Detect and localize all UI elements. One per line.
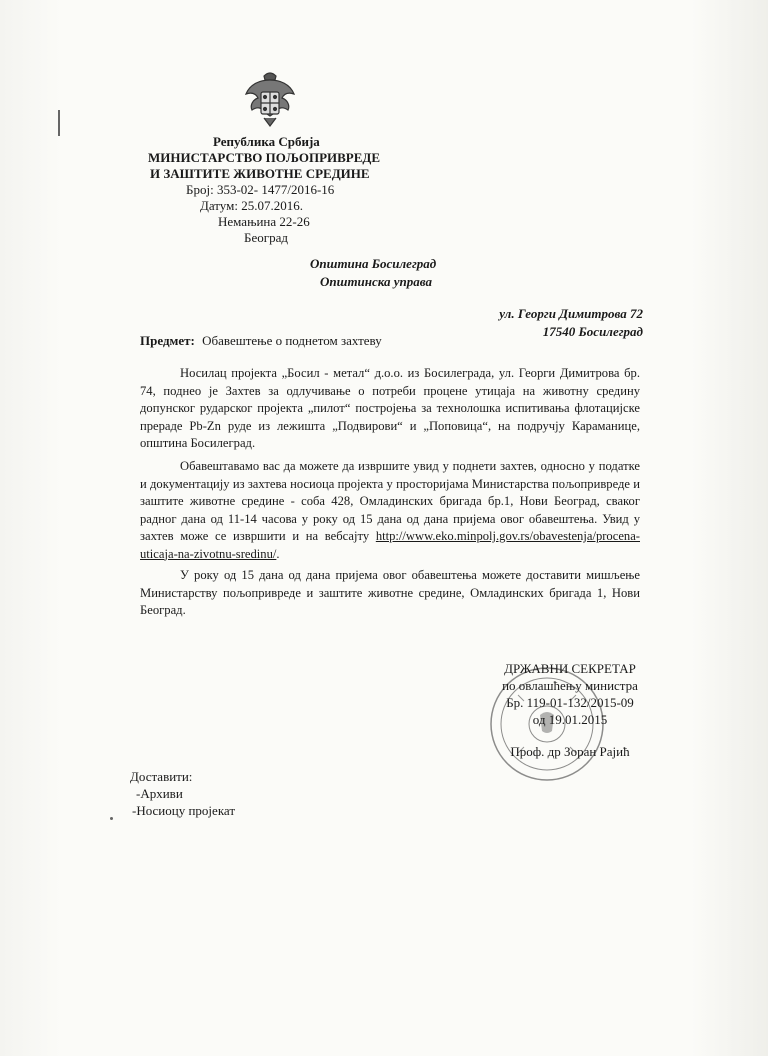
subject-text: Обавештење о поднетом захтеву (202, 333, 382, 348)
signature-date: од 19.01.2015 (532, 712, 608, 727)
recipient-line1: Општина Босилеград (310, 256, 437, 271)
document-number: Број: 353-02- 1477/2016-16 (186, 182, 335, 197)
sender-street: Немањина 22-26 (218, 214, 310, 229)
delivery-list (130, 768, 235, 819)
signature-block (490, 660, 650, 760)
deliver-label: Доставити: (130, 769, 193, 784)
body-paragraph-1: Носилац пројекта „Босил - метал“ д.о.о. из Босилеграда, ул. Георги Димитрова бр. 74, поднео је Захтев за одлучивање о потреби процене утицаја на животну средину допунског рударског пројекта „пилот“ постројења за технолошка испитивања флотацијске прераде Pb-Zn руде из лежишта „Подвирови“ и „Поповица“, на подручју Караманице, општина Босилеград. (140, 366, 640, 450)
recipient-line2: Општинска управа (320, 274, 433, 289)
signature-title: ДРЖАВНИ СЕКРЕТАР (504, 661, 636, 676)
body-paragraph-3: У року од 15 дана од дана пријема овог обавештења можете доставити мишљење Министарству пољопривреде и заштите животне средине, Омладинских бригада 1, Нови Београд. (140, 568, 640, 617)
signature-number: Бр. 119-01-132/2015-09 (506, 695, 634, 710)
document-date: Датум: 25.07.2016. (200, 198, 303, 213)
paragraph-2-end: . (276, 546, 280, 561)
country-name: Република Србија (213, 134, 320, 149)
deliver-item-project-holder: -Носиоцу пројекат (132, 803, 236, 818)
recipient-block (310, 255, 436, 291)
scan-margin-mark (58, 110, 60, 136)
address-street: ул. Георги Димитрова 72 (499, 306, 643, 321)
deliver-item-archive: -Архиви (136, 786, 183, 801)
subject-line (140, 333, 382, 349)
website-link[interactable]: http://www.eko.minpolj.gov.rs/obavestenja/procena-uticaja-na-zivotnu-sredinu/ (140, 529, 640, 561)
signatory-name: Проф. др Зоран Рајић (510, 744, 630, 759)
signature-authority: по овлашћењу министра (502, 678, 638, 693)
sender-city: Београд (244, 230, 288, 245)
paragraph-2-text: Обавештавамо вас да можете да извршите увид у поднети захтев, односно у податке и документацију из захтева носиоца пројекта у просторијама Министарства пољопривреде и заштите животне средине - соба 428, Омладинских бригада бр.1, Нови Београд, сваког радног дана од 11-14 часова у року од 15 дана од дана пријема овог обавештења. Увид у захтев може се извршити и на вебсајту (140, 459, 640, 543)
body-paragraph-2 (140, 458, 640, 563)
coat-of-arms-icon (242, 70, 298, 132)
subject-label: Предмет: (140, 333, 195, 348)
scan-dot (110, 817, 113, 820)
recipient-address (499, 305, 643, 341)
ministry-name-line1: МИНИСТАРСТВО ПОЉОПРИВРЕДЕ (148, 150, 381, 165)
address-postal: 17540 Босилеград (542, 324, 643, 339)
ministry-name-line2: И ЗАШТИТЕ ЖИВОТНЕ СРЕДИНЕ (150, 166, 370, 181)
